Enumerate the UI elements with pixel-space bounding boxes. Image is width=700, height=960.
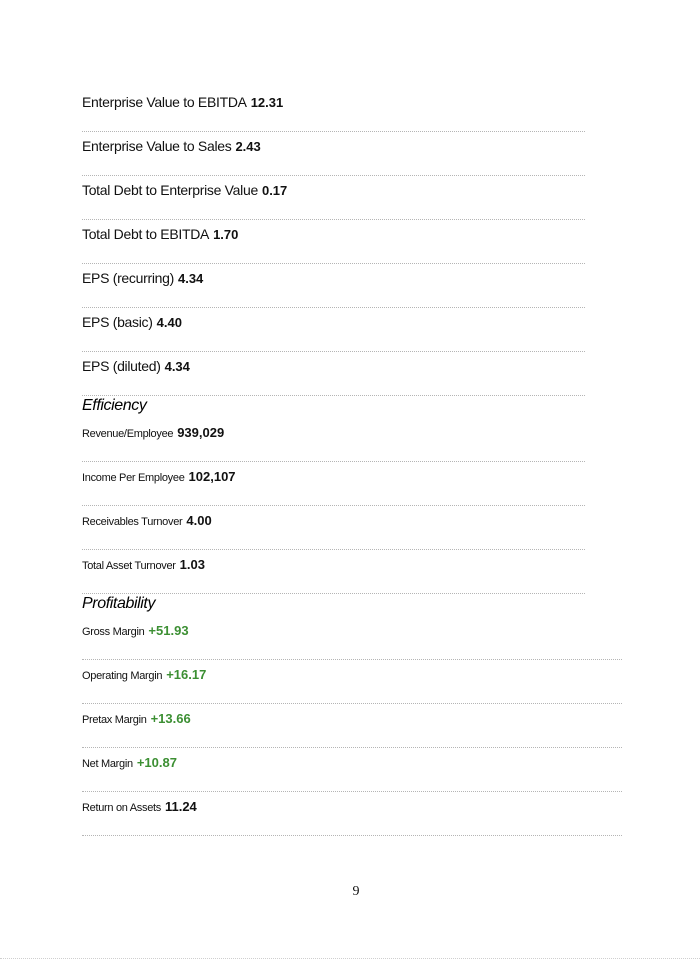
metric-row	[82, 226, 238, 246]
metric-row	[82, 182, 287, 202]
row-divider	[82, 461, 585, 462]
metric-row	[82, 425, 224, 445]
metric-value: 2.43	[235, 139, 261, 154]
metric-label: Operating Margin	[82, 670, 163, 682]
metric-value: 4.40	[156, 315, 182, 330]
row-divider	[82, 263, 585, 264]
row-divider	[82, 549, 585, 550]
row-divider	[82, 307, 585, 308]
metric-value: 939,029	[177, 425, 225, 440]
metric-row	[82, 557, 205, 577]
metric-row	[82, 314, 182, 334]
metric-label: Return on Assets	[82, 802, 161, 814]
metric-value: 4.34	[177, 271, 204, 286]
row-divider	[82, 395, 585, 396]
row-divider	[82, 835, 622, 836]
section-heading-profitability: Profitability	[82, 595, 156, 612]
metric-row	[82, 358, 190, 378]
page-bottom-edge	[0, 958, 700, 959]
metric-label: Enterprise Value to EBITDA	[82, 94, 247, 110]
metric-label: EPS (recurring)	[82, 270, 174, 286]
row-divider	[82, 131, 585, 132]
row-divider	[82, 703, 622, 704]
metric-row	[82, 755, 177, 775]
metric-label: Net Margin	[82, 758, 133, 770]
metric-row	[82, 513, 212, 533]
metric-row	[82, 711, 191, 731]
metric-row	[82, 138, 261, 158]
metric-value-positive: +13.66	[150, 711, 191, 726]
metric-label: Enterprise Value to Sales	[82, 138, 232, 154]
metric-value: 4.00	[186, 513, 212, 528]
page-number: 9	[352, 884, 360, 899]
metric-value-positive: +51.93	[148, 623, 189, 638]
metric-label: Pretax Margin	[82, 714, 147, 726]
metric-value: 102,107	[188, 469, 236, 484]
metric-value-positive: +16.17	[166, 667, 207, 682]
row-divider	[82, 351, 585, 352]
metric-row	[82, 270, 203, 290]
metric-label: Receivables Turnover	[82, 516, 183, 528]
metric-row	[82, 94, 283, 114]
metric-value: 11.24	[164, 799, 197, 814]
section-heading-efficiency: Efficiency	[82, 397, 147, 414]
row-divider	[82, 791, 622, 792]
metric-label: Total Debt to Enterprise Value	[82, 182, 258, 198]
metric-value-positive: +10.87	[136, 755, 177, 770]
metric-label: EPS (basic)	[82, 314, 153, 330]
row-divider	[82, 747, 622, 748]
metric-value: 4.34	[164, 359, 190, 374]
metric-row	[82, 469, 236, 489]
row-divider	[82, 593, 585, 594]
metric-row	[82, 623, 189, 643]
metric-label: EPS (diluted)	[82, 358, 161, 374]
metric-row	[82, 799, 197, 819]
metric-label: Total Debt to EBITDA	[82, 226, 210, 242]
metric-row	[82, 667, 206, 687]
metric-label: Gross Margin	[82, 626, 145, 638]
row-divider	[82, 219, 585, 220]
metric-value: 0.17	[261, 183, 288, 198]
metric-value: 12.31	[250, 95, 284, 110]
metric-value: 1.70	[213, 227, 239, 242]
metric-value: 1.03	[179, 557, 205, 572]
row-divider	[82, 659, 622, 660]
metric-label: Revenue/Employee	[82, 428, 174, 440]
row-divider	[82, 175, 585, 176]
row-divider	[82, 505, 585, 506]
metric-label: Income Per Employee	[82, 472, 185, 484]
metric-label: Total Asset Turnover	[82, 560, 176, 572]
